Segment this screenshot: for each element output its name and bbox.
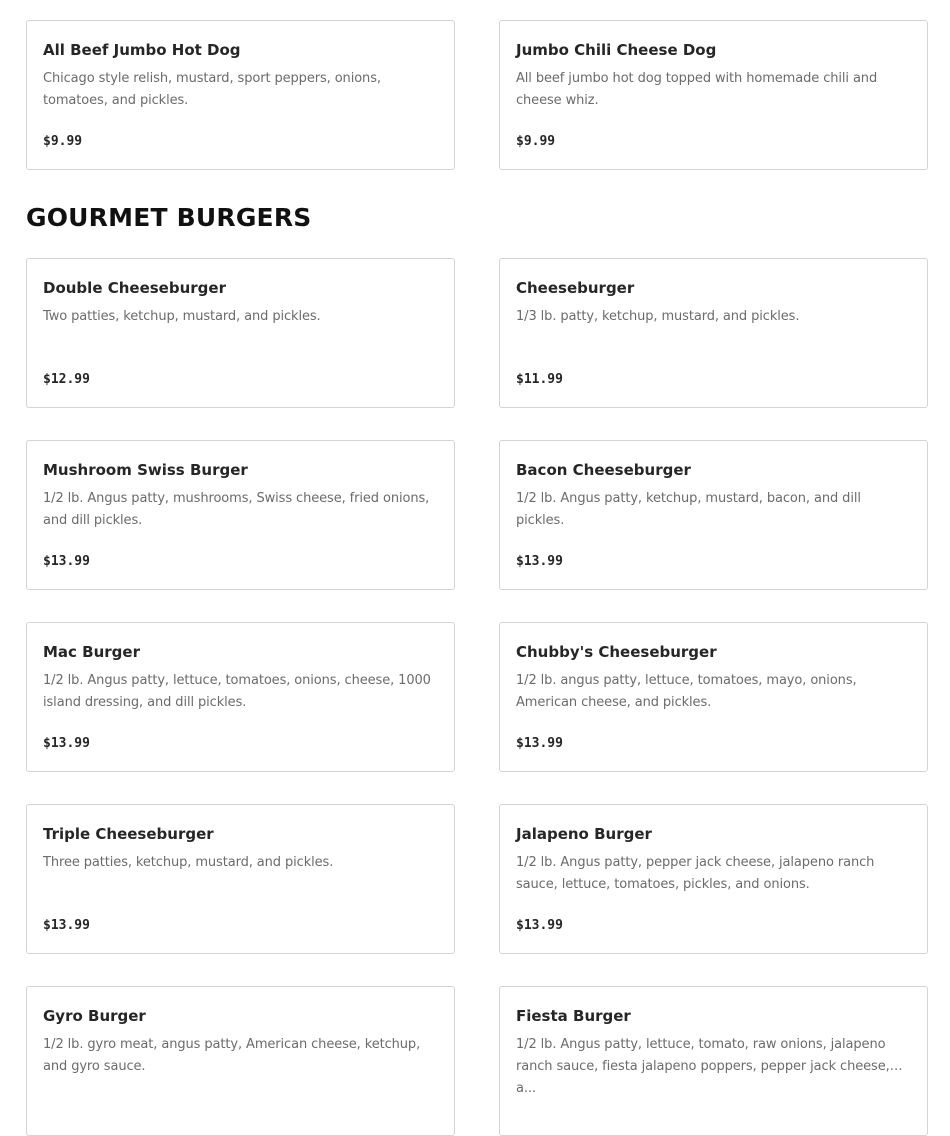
menu-item-card[interactable]	[26, 440, 455, 590]
menu-item-card[interactable]	[499, 440, 928, 590]
menu-item-description: Three patties, ketchup, mustard, and pickles.	[43, 855, 334, 870]
menu-item-description: 1/2 lb. angus patty, lettuce, tomatoes, mayo, onions, American cheese, and pickles.	[516, 673, 857, 710]
menu-item-description: 1/2 lb. Angus patty, lettuce, tomatoes, onions, cheese, 1000 island dressing, and dill pickles.	[43, 673, 431, 710]
menu-item-description: Chicago style relish, mustard, sport peppers, onions, tomatoes, and pickles.	[43, 71, 381, 108]
menu-item-description: 1/3 lb. patty, ketchup, mustard, and pickles.	[516, 309, 800, 324]
menu-item-price: $13.99	[516, 736, 563, 751]
menu-item-card[interactable]	[499, 258, 928, 408]
menu-item-price: $13.99	[516, 554, 563, 569]
menu-item-card[interactable]	[499, 622, 928, 772]
menu-item-name: Triple Cheeseburger	[43, 825, 214, 843]
menu-item-card[interactable]	[26, 258, 455, 408]
menu-item-name: Mushroom Swiss Burger	[43, 461, 248, 479]
menu-item-description: 1/2 lb. Angus patty, pepper jack cheese, jalapeno ranch sauce, lettuce, tomatoes, pickles, and onions.	[516, 855, 875, 892]
menu-item-name: Double Cheeseburger	[43, 279, 226, 297]
menu-item-name: Fiesta Burger	[516, 1007, 631, 1025]
menu-item-price: $13.99	[516, 918, 563, 933]
section-title: GOURMET BURGERS	[26, 203, 312, 232]
menu-item-name: Chubby's Cheeseburger	[516, 643, 717, 661]
menu-item-price: $13.99	[43, 918, 90, 933]
menu-item-name: Jumbo Chili Cheese Dog	[516, 41, 717, 59]
menu-item-card[interactable]	[499, 804, 928, 954]
menu-item-card[interactable]	[26, 622, 455, 772]
menu-item-price: $12.99	[43, 372, 90, 387]
menu-item-card[interactable]	[499, 20, 928, 170]
menu-item-price: $13.99	[43, 736, 90, 751]
menu-item-price: $11.99	[516, 372, 563, 387]
menu-item-price: $13.99	[43, 554, 90, 569]
menu-item-name: Bacon Cheeseburger	[516, 461, 691, 479]
menu-item-description: 1/2 lb. Angus patty, mushrooms, Swiss cheese, fried onions, and dill pickles.	[43, 491, 430, 528]
menu-item-description: Two patties, ketchup, mustard, and pickles.	[43, 309, 321, 324]
menu-item-price: $9.99	[43, 134, 83, 149]
menu-item-name: Gyro Burger	[43, 1007, 146, 1025]
menu-item-description: 1/2 lb. Angus patty, lettuce, tomato, raw onions, jalapeno ranch sauce, fiesta jalapeno poppers, pepper jack cheese, a...	[516, 1037, 890, 1096]
menu-item-card[interactable]	[26, 986, 455, 1136]
menu-item-name: Cheeseburger	[516, 279, 635, 297]
menu-item-description: All beef jumbo hot dog topped with homemade chili and cheese whiz.	[516, 71, 878, 108]
menu-item-card[interactable]	[26, 20, 455, 170]
menu-item-description: 1/2 lb. Angus patty, ketchup, mustard, bacon, and dill pickles.	[516, 491, 861, 528]
menu-item-name: All Beef Jumbo Hot Dog	[43, 41, 241, 59]
menu-item-card[interactable]	[499, 986, 928, 1136]
menu-item-description: 1/2 lb. gyro meat, angus patty, American cheese, ketchup, and gyro sauce.	[43, 1037, 421, 1074]
menu-item-name: Jalapeno Burger	[516, 825, 652, 843]
menu-item-price: $9.99	[516, 134, 556, 149]
menu-item-card[interactable]	[26, 804, 455, 954]
menu-item-name: Mac Burger	[43, 643, 140, 661]
